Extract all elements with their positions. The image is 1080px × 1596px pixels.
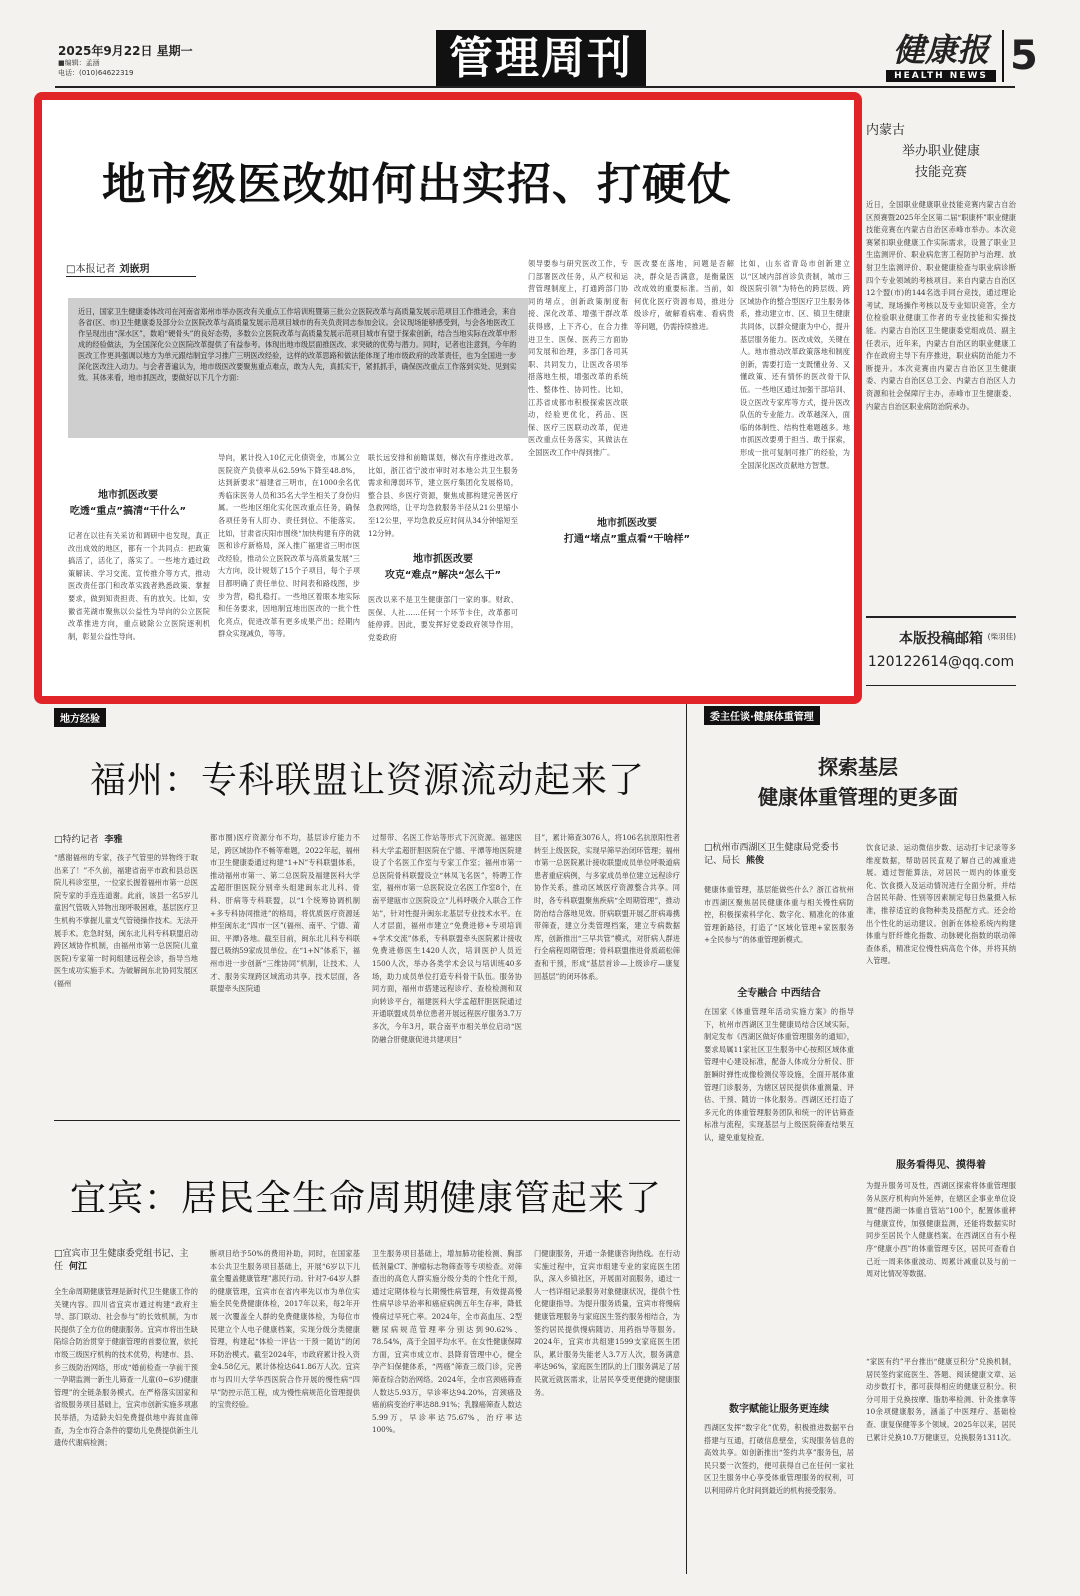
feature-intro: 近日，国家卫生健康委体改司在河南省郑州市举办医改有关重点工作培训班暨第三批公立医院改革与高质量发展示范项目工作推进会，来自各省(区、市)卫生健康委及部分公立医院改革与高质量发展示范项目城市的有关负责同志参加会议。会议现场能够感受到，与会各地医改工作呈现出由“深水区”，数咱“硬骨头”的良好态势，多数公立医院改革与高质量发展示范项目城市有望于探索创新，结合当地实际在改革中形成的经验做法，为全国深化公立医院改革提供了有益参考。体现出地市级层面推医改、求突破的优势与潜力。同时，记者也注意到，今年的医改工作更具强调以地方为单元跟结制宜学习推广三明医改经验，这样的改革思路和做法能体现了地市级政府的改革责任，也为全国进一步深化医改注入动力。与会者普遍认为，地市级医改要聚焦重点难点，敢为人先，真抓实干，紧抓抓手，确保医改重点工作落到实处、见到实效。其体来看，地市抓医改，要做好以下几个方面： xyxy=(68,298,528,438)
section-tag-local: 地方经验 xyxy=(54,708,106,727)
brief-author: (柴羽佳) xyxy=(987,632,1016,641)
subhead-2-line1: 地市抓医改要 xyxy=(413,554,473,565)
newspaper-logo xyxy=(886,30,996,82)
feature-col1: 记者在以往有关采访和调研中也发现，真正改出成效的地区，都有一个共同点：把政策搞活了，活化了，落实了。一些地方通过政策解读、学习交流、宣传推介等方式，推动医改责任部门和改革实践者熟悉政策、掌握要求，做到知责担责、有的放矢。比如，安徽省芜湖市聚焦以公益性为导向的公立医院改革推进方向，重点破除公立医院逐利机制，彰显公益性导向。 xyxy=(68,531,210,641)
editor-line: ■编辑：孟涵 xyxy=(58,59,100,67)
section-tag-director: 委主任谈·健康体重管理 xyxy=(704,706,820,725)
inner-mongolia-brief xyxy=(866,120,1016,642)
subhead-3-line1: 地市抓医改要 xyxy=(597,518,657,529)
brand-name-en: HEALTH NEWS xyxy=(886,70,996,82)
masthead xyxy=(0,0,1080,92)
brief-title-line3: 技能竞赛 xyxy=(914,165,967,180)
hangzhou-subhead-3: 数字赋能让服务更连续 xyxy=(729,1404,829,1415)
submission-mailbox xyxy=(866,616,1016,686)
hangzhou-subhead-2: 服务看得见、摸得着 xyxy=(896,1160,986,1171)
section-title: 管理周刊 xyxy=(436,30,646,88)
hangzhou-col1: 健康体重管理，基层能做些什么？浙江省杭州市西湖区聚焦居民健康体重与相关慢性病防控，积极探索科学化、数字化、精准化的体重管理新路径，打造了“区域化管理+家医服务+全民参与”的体重管理新模式。 xyxy=(704,885,854,945)
yibin-headline: 宜宾：居民全生命周期健康管起来了 xyxy=(70,1178,663,1219)
feature-byline xyxy=(66,260,149,275)
feature-col5: 比如，山东省青岛市创新建立以“区域内部首诊负责制，城市三级医院引领”为特色的跨层级、跨区域协作的整合型医疗卫生服务体系，推动建立市、区、镇卫生健康共同体，以群众健康为中心，提升基层服务能力。医改成效，关键在人。地市推动改革政策落地和制度创新，需要打造一支既懂业务、又懂政策、还有情怀的医改骨干队伍。一些地区通过加强干部培训、设立医改专家库等方式，提升医改队伍的专业能力。改革越深入，面临的体制性、结构性难题越多。地市抓医改要勇于担当、敢于探索，形成一批可复制可推广的经验，为全国深化医改贡献地方智慧。 xyxy=(740,259,850,470)
byline-rule xyxy=(66,276,196,277)
subhead-3 xyxy=(542,516,712,548)
feature-col3b: 医改以来不是卫生健康部门一家的事。财政、医保、人社……任何一个环节卡住，改革都可能停滞。因此，要发挥好党委政府领导作用，党委政府 xyxy=(368,595,518,642)
yibin-col4: 门健康服务，开通一条健康咨询热线。在行动实施过程中，宜宾市组建专业的家庭医生团队，深入乡镇社区，开展面对面服务，通过一人一档详细记录服务对象健康状况，提供个性化健康指导。为提升服务质量，宜宾市将慢病健康管理服务与家庭医生签约服务相结合，为签约居民提供慢病随访、用药指导等服务。2024年，宜宾市共组建1599支家庭医生团队，累计服务失能老人3.7万人次，服务满意率达96%，家庭医生团队的上门服务满足了居民就近就医需求，让居民享受更便捷的健康服务。 xyxy=(534,1249,680,1397)
subhead-1 xyxy=(68,488,188,520)
issue-date: 2025年9月22日 星期一 xyxy=(58,44,193,58)
subhead-2 xyxy=(368,552,518,584)
column-divider xyxy=(686,704,687,1574)
hangzhou-col2b: 为提升服务可及性，西湖区探索将体重管理服务从医疗机构向外延伸，在辖区企事业单位设置“健西湖一体重自管站”100个，配置体重秤与健康宣传，加强健康监测，还能将数据实时同步至居民个人健康档案。在西湖区自有小程序“健康小西”的体重管理专区，居民可查看自己近一周来体重波动、周累计减重以及与前一周对比情况等数据。 xyxy=(866,1181,1016,1279)
hangzhou-byline-name: 熊俊 xyxy=(746,856,765,866)
mailbox-email[interactable]: 120122614@qq.com xyxy=(867,654,1015,670)
hangzhou-title-l1: 探索基层 xyxy=(818,755,898,779)
subhead-1-line2: 吃透“重点”搞清“干什么” xyxy=(69,506,187,517)
yibin-byline xyxy=(54,1248,194,1274)
hangzhou-byline-label: □杭州市西湖区卫生健康局党委书记、局长 xyxy=(704,843,839,866)
fuzhou-col2: 都市圈)医疗资源分布不均，基层诊疗能力不足，跨区域协作不畅等难题，2022年起，福州市卫生健康委通过构建“1+N”专科联盟体系，推动福州市第一、第二总医院及福建医科大学孟超肝胆医院分别牵头组建闽东北儿科、骨科、肝病等专科联盟，以“1个统筹协调机制+多专科协同推进”的格局，将优质医疗资源延伸至闽东北“四市一区”(福州、南平、宁德、莆田、平潭)各地。截至目前，闽东北儿科专科联盟已吸纳59家成员单位。在“1+N”体系下，福州市进一步创新“三维协同”机制，让技术、人才、服务实现跨区域流动共享。技术层面，各联盟牵头医院通 xyxy=(210,833,360,994)
hangzhou-title-l2: 健康体重管理的更多面 xyxy=(758,785,958,809)
fuzhou-col3: 过帮带、名医工作站等形式下沉资源。福建医科大学孟超肝胆医院在宁德、平潭等地医院建设了个名医工作室与专家工作室；福州市第一总医院骨科联盟设立“林凤飞名医”，特聘工作室，福州市第一总医院设立名医工作室8个，在南平建瓯市立医院设立“儿科呼吸介入联合工作站”，针对性提升闽东北基层专业技术水平。在人才层面，福州市建立“免费进修+专项培训+学术交流”体系，专科联盟牵头医院累计接收免费进修医生1420人次，培训医护人员近1500人次，举办各类学术会议与培训班40多场，助力成员单位打造专科骨干队伍。服务协同方面，福州市搭建远程诊疗、查检检测和双向转诊平台，福建医科大学孟超肝胆医院通过开通联盟成员单位患者开展远程医疗服务3.7万多次，今年3月，联合南平市相关单位启动“医防融合肝健康促进共建项目” xyxy=(372,833,522,1044)
hangzhou-col1c: 西湖区发挥“数字化”优势，积极推进数据平台搭建与互通，打破信息壁垒，实现服务信息的高效共享。如创新推出“签约共享”服务包，居民只要一次签约，便可获得自己在任何一家社区卫生服务中心享受体重管理服务的权利，可以利用碎片化时间到最近的机构接受服务。 xyxy=(704,1423,854,1495)
subhead-3-line2: 打通“堵点”重点看“干啥样” xyxy=(563,534,691,545)
feature-col3: 联长远安排和前瞻谋划，梯次有序推进改革。比如，浙江省宁波市审时对本地公共卫生服务需求和薄弱环节，建立医疗集团化发展格局，整合县、乡医疗资源，聚焦成都构建完善医疗急救网络，让平均急救服务半径从21公里缩小至12公里，平均急救反应时间从34分钟缩短至12分钟。 xyxy=(368,453,518,538)
subhead-1-line1: 地市抓医改要 xyxy=(98,490,158,501)
divider-rule xyxy=(54,1120,680,1121)
hangzhou-byline xyxy=(704,842,854,868)
phone-line: 电话：(010)64622319 xyxy=(58,69,134,77)
fuzhou-headline: 福州：专科联盟让资源流动起来了 xyxy=(90,760,646,801)
brief-title-line2: 举办职业健康 xyxy=(901,144,980,159)
byline-name: 刘嵌玥 xyxy=(119,264,150,275)
byline-label: □本报记者 xyxy=(66,264,116,275)
feature-col4: 领导要参与研究医改工作，专门部署医改任务，从产权和运营管理制度上，打通跨部门协同的堵点，创新政策制度衔接、深化改革、增强干群改革获得感，上下齐心，在合力推进卫生、医保、医药三方面协同发展和治理，多部门各司其职、共同发力，让医改各项举措落地生根，增强改革的系统性、整体性、协同性。比如，江苏省成都市积极探索医改联动，经验更优化，药品、医保、医疗三医联动改革，促进医改重点任务落实，其做法在全国医改工作中得到推广。 xyxy=(528,259,628,457)
feature-article[interactable] xyxy=(34,92,862,704)
hangzhou-headline xyxy=(700,752,1016,812)
hangzhou-col2c: “家医有约”平台推出“健康豆积分”兑换机制，居民签约家庭医生、答题、阅读健康文章、运动步数打卡，都可获得相应的健康豆积分。积分可用于兑换按摩、脂肪率检测、针灸推拿等10余项健康服务，涵盖了中医理疗、基础检查、康复保健等多个领域。2025年以来，居民已累计兑换10.7万健康豆，兑换服务1311次。 xyxy=(866,1357,1016,1442)
yibin-col3: 卫生服务项目基础上，增加肺功能检测、胸部低剂量CT、肿瘤标志物筛查等专项检查。对筛查出的高危人群实施分级分类的个性化干预，通过定期体检与长期慢性病管理，有效提高慢性病早诊早治率和癌症病例五年生存率，降低慢病过早死亡率。2024年，全市高血压、2型糖尿病规范管理率分别达到90.62%、78.54%，高于全国平均水平。在女性健康保障方面，宜宾市成立市、县降育管理中心，健全孕产妇保健体系，“两癌”筛查三级门诊，完善筛查综合防治网络。2024年，全市宫颈癌筛查人数达5.93万，早诊率达94.20%，宫颈癌及癌前病变治疗率达88.91%；乳腺癌筛查人数达5.99万，早诊率达75.67%，治疗率达100%。 xyxy=(372,1249,522,1435)
subhead-2-line2: 攻克“难点”解决“怎么干” xyxy=(384,570,502,581)
yibin-byline-label: □宜宾市卫生健康委党组书记、主任 xyxy=(54,1249,189,1272)
yibin-col2: 断项目给予50%的费用补助，同时，在国家基本公共卫生服务项目基础上，开展“6岁以下儿童全覆盖健康管理”惠民行动。针对7-64岁人群的健康管理，宜宾市在省内率先以市为单位实施全民免费健康体检，2017年以来，每2年开展一次覆盖全人群的免费健康体检，为每位市民建立个人电子健康档案，实现分级分类健康管理，构建起“体检一评估一干预一随访”的闭环防治模式。截至2024年，市政府累计投入资金4.58亿元，累计体检达641.86万人次。宜宾市与四川大学华西医院合作开展的慢性病“四早”防控示范工程，成为慢性病规范化管理提供的宝贵经验。 xyxy=(210,1249,360,1410)
masthead-meta xyxy=(58,58,133,78)
yibin-byline-name: 何江 xyxy=(69,1262,88,1272)
feature-col2: 导向，累计投入10亿元化债资金，市属公立医院资产负债率从62.59%下降至48.8%，达到新要求”福建省三明市，在1000余名优秀临床医务人员和35名大学生相关了身份归属。一些地区细化实化医改重点任务，确保各项任务有人盯办、责任到位、不能落实。比如，甘肃省庆阳市围绕“加快构建有序的就医和诊疗新格局，深入推广福建省三明市医改经验，推动公立医院改革与高质量发展”三大方向，设计规划了15个子项目，每个子项目都明确了责任单位、时间表和路线图，步步为营，稳扎稳打。一些地区着眼本地实际和任务要求，因地制宜地出医改的一批个性化亮点，促进改革有更多成果产出；经期内群众实现减负，等等。 xyxy=(218,453,360,639)
hangzhou-col2: 饮食记录、运动微信步数、运动打卡记录等多维度数据，帮助居民直观了解自己的减重进展。通过智能算法，对居民一周内的体重变化、饮食摄入及运动情况进行全面分析，并结合居民年龄、性别等因素制定每日热量摄入标准，推荐适宜的食物种类及搭配方式。还会给出个性化的运动建议。创新在体检系统内构建体重与肝纤维化指数、动脉硬化指数的联动筛查体系，精准定位慢性病高危个体，并将其纳入管理。 xyxy=(866,843,1016,966)
hangzhou-subhead-1: 全专融合 中西结合 xyxy=(737,988,821,999)
fuzhou-byline xyxy=(54,832,123,845)
fuzhou-byline-name: 李雅 xyxy=(104,835,123,845)
mailbox-title: 本版投稿邮箱 xyxy=(899,631,983,647)
feature-col4b: 医改要在落地，问题是否解决，群众是否满意，是衡量医改成效的重要标准。当前，如何优化医疗资源布局，推进分级诊疗，破解看病难、看病贵等问题，仍需持续推进。 xyxy=(634,259,734,331)
feature-headline: 地市级医改如何出实招、打硬仗 xyxy=(102,159,732,210)
fuzhou-col1: “感谢福州的专家，孩子气管里的异物终于取出来了！”不久前，福建省南平市政和县总医院儿科诊室里，一位家长握着福州市第一总医院专家的手连连道谢。此前，该县一名5岁儿童因气管吸入异物出现呼吸困难，基层医疗卫生机构不掌握儿童支气管镜操作技术。无法开展手术。危急时刻，闽东北儿科专科联盟启动跨区域协作机制，由福州市第一总医院(儿童医院)专家第一时间组建远程会诊，指导当地医生成功实施手术。为破解闽东北协同发展区(福州 xyxy=(54,853,198,988)
brand-name-cn: 健康报 xyxy=(892,31,989,69)
page-number: 5 xyxy=(1002,30,1038,82)
masthead-rule xyxy=(55,86,1015,88)
brief-title-line1: 内蒙古 xyxy=(866,123,906,138)
fuzhou-col4: 目”，累计筛查3076人，将106名抗原阳性者转至上级医院，实现早筛早治闭环管理；福州市第一总医院累计接收联盟成员单位呼吸道病患者重症病例，与多家成员单位建立远程诊疗协作关系，推动区域医疗资源整合共享。同时，各专科联盟聚焦疾病“全周期管理”，推动防治结合落地见效。肝病联盟开展乙肝病毒携带筛查，建立分类管理档案，建立专病数据库，创新推出“三早共管”模式，对肝病人群进行全病程周期管理；骨科联盟推进骨质疏松筛查和干预，形成“基层首诊—上级诊疗—康复回基层”的闭环体系。 xyxy=(534,833,680,981)
hangzhou-col1b: 在国家《体重管理年活动实施方案》的指导下，杭州市西湖区卫生健康局结合区域实际，制定发布《西湖区做好体重管理服务的通知》，要求局属11家社区卫生服务中心按照区域体重管理中心建设标准，配备人体成分分析仪、肝脏瞬时弹性成像检测仪等设施，全面开展体重管理门诊服务，为辖区居民提供体重测量、评估、干预、随访一体化服务。西湖区还打造了多元化的体重管理服务团队和统一的评估筛查标准与流程，实现基层与上级医院筛查结果互认，避免重复检查。 xyxy=(704,1007,854,1142)
yibin-col1: 全生命周期健康管理是新时代卫生健康工作的关键内容。四川省宜宾市通过构建“政府主导、部门联动、社会参与”的长效机制，为市民提供了全方位的健康服务。宜宾市将出生缺陷综合防治贯穿于健康管理的首要位置，依托市级三级医疗机构的技术优势，构建市、县、乡三级防治网络，形成“婚前检查一孕前干预一孕期监测一新生儿筛查一儿童(0~6岁)健康管理”的全链条服务模式。在严格落实国家和省级服务项目基础上，宜宾市创新实施多项惠民举措，为适龄夫妇免费提供地中海贫血筛查，为全市符合条件的婴幼儿免费提供新生儿遗传代谢病检测； xyxy=(54,1287,198,1448)
brief-body: 近日，全国职业健康职业技能竞赛内蒙古自治区预赛暨2025年全区第二届“职康杯”职业健康技能竞赛在内蒙古自治区赤峰市举办。本次竞赛紧扣职业健康工作实际需求，设置了职业卫生监测评价、职业病危害工程防护与治理、放射卫生监测评价、职业健康检查与职业病诊断四个专业领域的考核项目。来自内蒙古自治区12个盟(市)的144名选手同台竞技，通过理论考试、现场操作考核以及专业知识竞答，全方位检验职业健康工作者的专业技能和实操技能。内蒙古自治区卫生健康委党组成员、副主任表示，近年来，内蒙古自治区的职业健康工作在政府主导下有序推进，职业病防治能力不断提升。本次竞赛由内蒙古自治区卫生健康委、内蒙古自治区总工会、内蒙古自治区人力资源和社会保障厅主办，赤峰市卫生健康委、内蒙古自治区职业病防治院承办。 xyxy=(866,200,1016,411)
fuzhou-byline-label: □特约记者 xyxy=(54,835,99,845)
